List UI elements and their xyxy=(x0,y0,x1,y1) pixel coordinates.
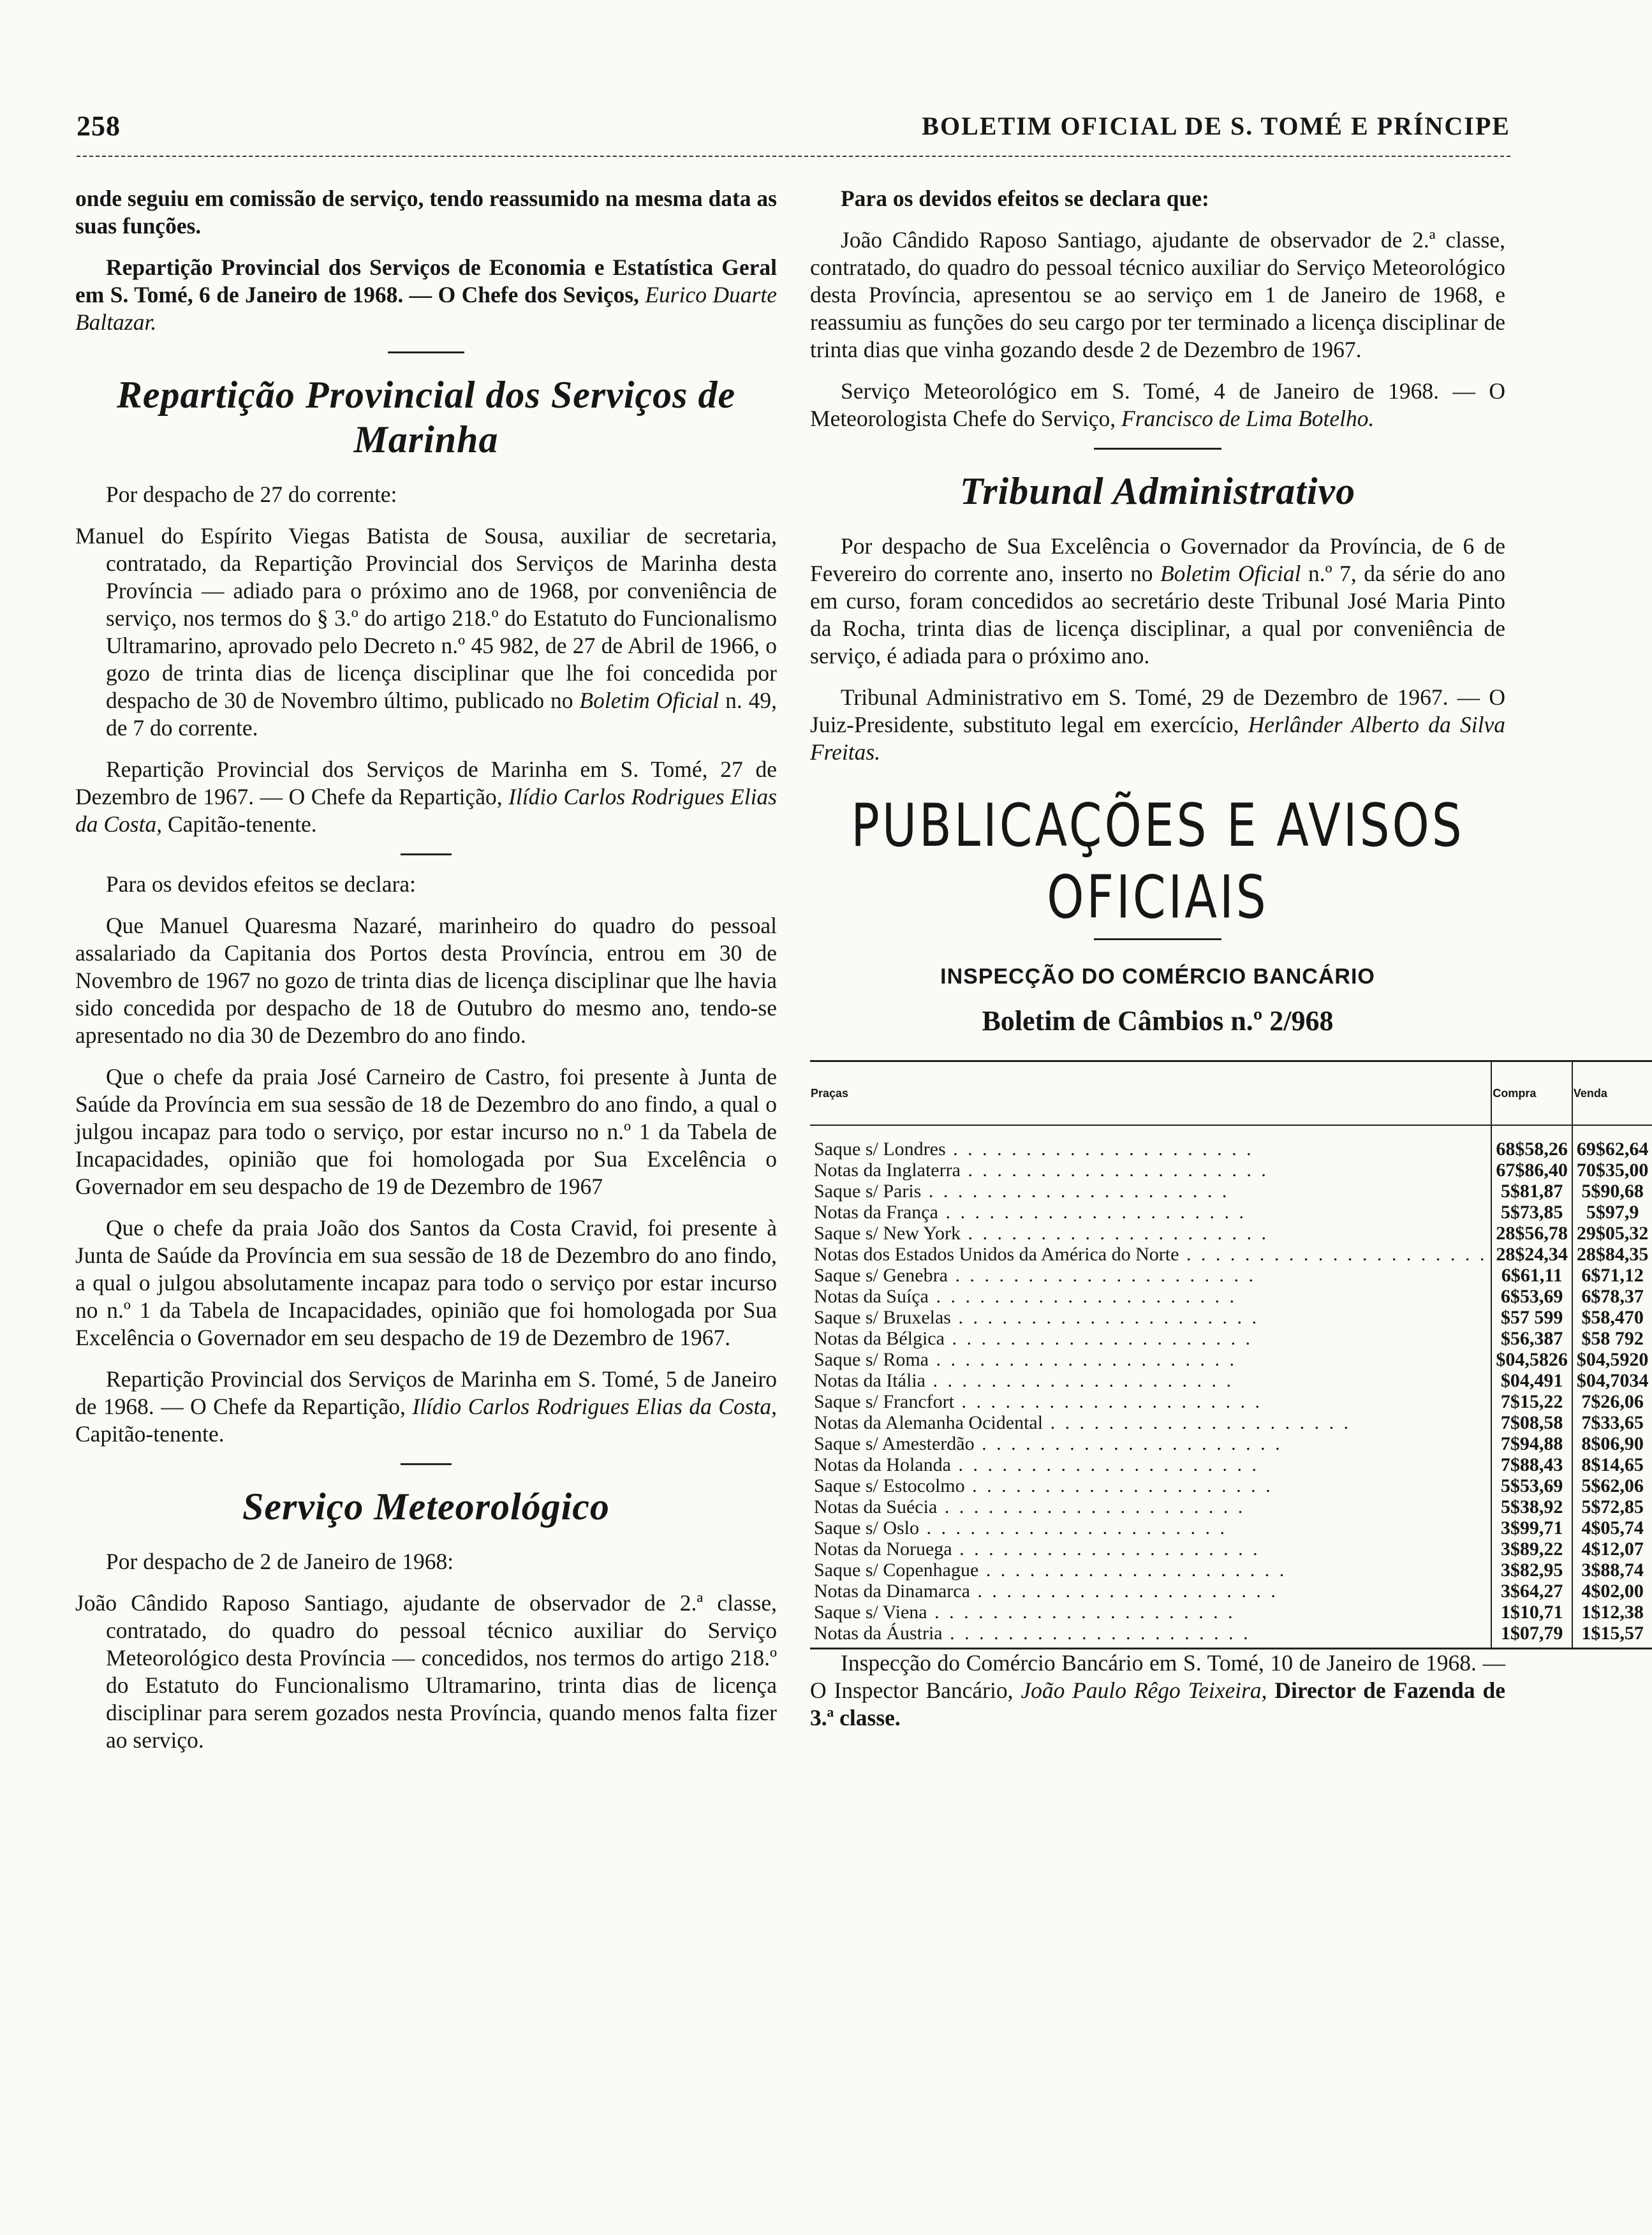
left-column xyxy=(75,185,777,1768)
table-row xyxy=(810,1265,1652,1286)
cell-praca: Notas da Bélgica . . . xyxy=(810,1328,1491,1349)
cell-praca: Notas da Inglaterra . . . xyxy=(810,1160,1491,1181)
paragraph: Por despacho de Sua Excelência o Governador da Província, de 6 de Fevereiro do corrente ano, inserto no Boletim Oficial n.º 7, da série do ano em curso, foram concedidos ao secretário deste Tribunal José Maria Pinto da Rocha, trinta dias de licença disciplinar, a qual por conveniência de serviço, é adiada para o próximo ano. xyxy=(810,533,1506,668)
cell-venda: $04,5920 xyxy=(1576,1349,1649,1370)
cell-venda: 3$88,74 xyxy=(1581,1560,1644,1581)
table-row xyxy=(810,1623,1652,1649)
cell-praca: Notas da Noruega . . . xyxy=(810,1538,1491,1560)
cell-venda: 5$62,06 xyxy=(1581,1475,1644,1496)
table-row xyxy=(810,1286,1652,1307)
table-row xyxy=(810,1412,1652,1433)
cell-compra: 5$53,69 xyxy=(1491,1475,1572,1496)
column-header: Venda xyxy=(1572,1061,1652,1126)
table-row xyxy=(810,1160,1652,1181)
cell-compra: $57 599 xyxy=(1491,1307,1572,1328)
cell-compra: $04,491 xyxy=(1491,1370,1572,1391)
table-row xyxy=(810,1125,1652,1160)
cell-praca: Saque s/ Francfort . . . xyxy=(810,1391,1491,1412)
cell-venda: $04,7034 xyxy=(1576,1370,1649,1391)
table-row xyxy=(810,1602,1652,1623)
cell-praca: Saque s/ Oslo . . . xyxy=(810,1517,1491,1538)
table-row xyxy=(810,1244,1652,1265)
table-row xyxy=(810,1370,1652,1391)
cell-venda: 1$15,57 xyxy=(1572,1623,1652,1649)
separator xyxy=(401,1463,452,1465)
cell-compra: 6$61,11 xyxy=(1491,1265,1572,1286)
cell-praca: Notas da França . . . xyxy=(810,1202,1491,1223)
cell-compra: 28$24,34 xyxy=(1491,1244,1572,1265)
cell-compra: 1$07,79 xyxy=(1491,1623,1572,1649)
table-row xyxy=(810,1454,1652,1475)
cell-venda: 4$12,07 xyxy=(1581,1538,1644,1560)
table-row xyxy=(810,1349,1652,1370)
cell-compra: $04,5826 xyxy=(1491,1349,1572,1370)
cell-compra: $56,387 xyxy=(1491,1328,1572,1349)
paragraph: Tribunal Administrativo em S. Tomé, 29 de Dezembro de 1967. — O Juiz-Presidente, substituto legal em exercício, Herlânder Alberto da Silva Freitas. xyxy=(810,684,1505,765)
cell-praca: Saque s/ Roma . . . xyxy=(810,1349,1491,1370)
table-row xyxy=(810,1202,1652,1223)
paragraph: Repartição Provincial dos Serviços de Marinha em S. Tomé, 5 de Janeiro de 1968. — O Chefe da Repartição, Ilídio Carlos Rodrigues Elias da Costa, Capitão-tenente. xyxy=(75,1366,777,1447)
paragraph: Que o chefe da praia João dos Santos da Costa Cravid, foi presente à Junta de Saúde da Província em sua sessão de 18 de Dezembro do ano findo, a qual o julgou absolutamente incapaz para todo o serviço por estar incurso no n.º 1 da Tabela de Incapacidades, opinião que foi homologada por Sua Excelência o Governador em seu despacho de 19 de Dezembro de 1967. xyxy=(75,1215,777,1350)
cell-compra: 68$58,26 xyxy=(1491,1125,1572,1160)
table-row xyxy=(810,1181,1652,1202)
paragraph: Inspecção do Comércio Bancário em S. Tomé, 10 de Janeiro de 1968. — O Inspector Bancário, João Paulo Rêgo Teixeira, Director de Fazenda de 3.ª classe. xyxy=(810,1650,1505,1730)
cell-venda: 4$05,74 xyxy=(1581,1517,1644,1538)
cell-praca: Notas da Holanda . . . xyxy=(810,1454,1491,1475)
section-title: Serviço Meteorológico xyxy=(242,1486,610,1528)
cell-venda: 7$33,65 xyxy=(1581,1412,1644,1433)
dispatch-intro: Por despacho de 27 do corrente: xyxy=(106,482,397,507)
dispatch-intro: Por despacho de 2 de Janeiro de 1968: xyxy=(106,1549,454,1574)
paragraph: Repartição Provincial dos Serviços de Economia e Estatística Geral em S. Tomé, 6 de Janeiro de 1968. — O Chefe dos Seviços, Eurico Duarte Baltazar. xyxy=(75,254,777,335)
cell-praca: Notas da Áustria . . . xyxy=(810,1623,1491,1649)
cell-praca: Notas da Suíça . . . xyxy=(810,1286,1491,1307)
table-row xyxy=(810,1328,1652,1349)
cell-compra: 7$08,58 xyxy=(1491,1412,1572,1433)
cell-compra: 5$73,85 xyxy=(1491,1202,1572,1223)
section-title: Repartição Provincial dos Serviços de Marinha xyxy=(116,374,736,461)
cell-venda: 7$26,06 xyxy=(1581,1391,1644,1412)
cell-compra: 5$81,87 xyxy=(1491,1181,1572,1202)
cell-praca: Saque s/ Estocolmo . . . xyxy=(810,1475,1491,1496)
paragraph: Para os devidos efeitos se declara: xyxy=(106,871,416,897)
paragraph: Para os devidos efeitos se declara que: xyxy=(841,186,1209,211)
separator xyxy=(388,351,464,353)
cell-praca: Notas da Alemanha Ocidental . . . xyxy=(810,1412,1491,1433)
header-rule xyxy=(77,156,1510,157)
paragraph: Repartição Provincial dos Serviços de Marinha em S. Tomé, 27 de Dezembro de 1967. — O Chefe da Repartição, Ilídio Carlos Rodrigues Elias da Costa, Capitão-tenente. xyxy=(75,756,777,837)
cell-praca: Saque s/ Paris . . . xyxy=(810,1181,1491,1202)
bulletin-title: Boletim de Câmbios n.º 2/968 xyxy=(982,1005,1334,1036)
signature: Ilídio Carlos Rodrigues Elias da Costa, xyxy=(75,784,777,837)
cell-venda: 4$02,00 xyxy=(1581,1581,1644,1602)
publication-title: BOLETIM OFICIAL DE S. TOMÉ E PRÍNCIPE xyxy=(922,112,1510,140)
separator xyxy=(1094,938,1221,940)
section-title: Tribunal Administrativo xyxy=(959,470,1356,512)
paragraph: João Cândido Raposo Santiago, ajudante de observador de 2.ª classe, contratado, do quadro do pessoal técnico auxiliar do Serviço Meteorológico desta Província — concedidos, nos termos do artigo 218.º do Estatuto do Funcionalismo Ultramarino, trinta dias de licença disciplinar para serem gozados nesta Província, quando menos falta fizer ao serviço. xyxy=(75,1590,777,1753)
cell-praca: Saque s/ Viena . . . xyxy=(810,1602,1491,1623)
cell-compra: 7$88,43 xyxy=(1491,1454,1572,1475)
separator xyxy=(1094,448,1221,450)
table-row xyxy=(810,1433,1652,1454)
cell-praca: Notas dos Estados Unidos da América do Norte . . . xyxy=(810,1244,1491,1265)
cell-praca: Notas da Itália . . . xyxy=(810,1370,1491,1391)
table-row xyxy=(810,1517,1652,1538)
cell-venda: 70$35,00 xyxy=(1576,1160,1649,1181)
page-header xyxy=(77,94,1510,142)
cell-praca: Saque s/ Amesterdão . . . xyxy=(810,1433,1491,1454)
cell-compra: 67$86,40 xyxy=(1491,1160,1572,1181)
cell-venda: 5$90,68 xyxy=(1581,1181,1644,1202)
cell-venda: 5$72,85 xyxy=(1581,1496,1644,1517)
signature: Herlânder Alberto da Silva Freitas. xyxy=(810,712,1505,765)
cell-praca: Saque s/ New York . . . xyxy=(810,1223,1491,1244)
paragraph: Serviço Meteorológico em S. Tomé, 4 de Janeiro de 1968. — O Meteorologista Chefe do Serviço, Francisco de Lima Botelho. xyxy=(810,378,1505,431)
cell-venda: 8$06,90 xyxy=(1581,1433,1644,1454)
cell-venda: $58,470 xyxy=(1581,1307,1644,1328)
right-column xyxy=(810,185,1649,1746)
paragraph: Que o chefe da praia José Carneiro de Castro, foi presente à Junta de Saúde da Província em sua sessão de 18 de Dezembro do ano findo, a qual o julgou incapaz para todo o serviço, por estar incurso no n.º 1 da Tabela de Incapacidades, opinião que foi homologada por Sua Excelência o Governador em seu despacho de 19 de Dezembro de 1967 xyxy=(75,1064,777,1199)
cell-compra: 1$10,71 xyxy=(1491,1602,1572,1623)
cell-venda: $58 792 xyxy=(1581,1328,1644,1349)
inspection-heading: INSPECÇÃO DO COMÉRCIO BANCÁRIO xyxy=(940,964,1375,989)
paragraph: João Cândido Raposo Santiago, ajudante de observador de 2.ª classe, contratado, do quadro do pessoal técnico auxiliar do Serviço Meteorológico desta Província, apresentou se ao serviço em 1 de Janeiro de 1968, e reassumiu as funções do seu cargo por ter terminado a licença disciplinar de trinta dias que vinha gozando desde 2 de Dezembro de 1967. xyxy=(810,227,1505,362)
table-row xyxy=(810,1307,1652,1328)
cell-venda: 29$05,32 xyxy=(1576,1223,1649,1244)
cell-venda: 6$71,12 xyxy=(1581,1265,1644,1286)
table-row xyxy=(810,1391,1652,1412)
signature: Francisco de Lima Botelho. xyxy=(1121,406,1375,431)
cell-compra: 3$64,27 xyxy=(1491,1581,1572,1602)
cell-venda: 28$84,35 xyxy=(1576,1244,1649,1265)
cell-venda: 6$78,37 xyxy=(1581,1286,1644,1307)
table-row xyxy=(810,1560,1652,1581)
table-body xyxy=(810,1125,1652,1649)
cell-praca: Saque s/ Copenhague . . . xyxy=(810,1560,1491,1581)
cell-compra: 3$99,71 xyxy=(1491,1517,1572,1538)
paragraph: onde seguiu em comissão de serviço, tendo reassumido na mesma data as suas funções. xyxy=(75,186,777,239)
cell-praca: Notas da Dinamarca . . . xyxy=(810,1581,1491,1602)
cell-venda: 8$14,65 xyxy=(1581,1454,1644,1475)
table-row xyxy=(810,1496,1652,1517)
cell-praca: Saque s/ Londres . . . xyxy=(810,1125,1491,1160)
cell-compra: 28$56,78 xyxy=(1491,1223,1572,1244)
cell-praca: Notas da Suécia . . . xyxy=(810,1496,1491,1517)
cell-compra: 5$38,92 xyxy=(1491,1496,1572,1517)
signature: Ilídio Carlos Rodrigues Elias da Costa, xyxy=(412,1394,777,1419)
cell-compra: 7$94,88 xyxy=(1491,1433,1572,1454)
publications-heading: PUBLICAÇÕES E AVISOS OFICIAIS xyxy=(851,792,1464,932)
cell-compra: 3$89,22 xyxy=(1491,1538,1572,1560)
signature: Eurico Duarte Baltazar. xyxy=(75,282,777,335)
column-header: Compra xyxy=(1491,1061,1572,1126)
column-header: Praças xyxy=(810,1061,1491,1126)
cell-compra: 6$53,69 xyxy=(1491,1286,1572,1307)
cell-venda: 69$62,64 xyxy=(1576,1139,1649,1160)
table-header-row xyxy=(810,1061,1652,1126)
paragraph: Manuel do Espírito Viegas Batista de Sousa, auxiliar de secretaria, contratado, da Repartição Provincial dos Serviços de Marinha desta Província — adiado para o próximo ano de 1968, por conveniência de serviço, nos termos do § 3.º do artigo 218.º do Estatuto do Funcionalismo Ultramarino, aprovado pelo Decreto n.º 45 982, de 27 de Abril de 1966, o gozo de trinta dias de licença disciplinar que lhe foi concedida por despacho de 30 de Novembro último, publicado no Boletim Oficial n. 49, de 7 do corrente. xyxy=(75,523,778,741)
table-row xyxy=(810,1538,1652,1560)
cell-praca: Saque s/ Genebra . . . xyxy=(810,1265,1491,1286)
exchange-rates-table xyxy=(810,1060,1652,1649)
cell-compra: 7$15,22 xyxy=(1491,1391,1572,1412)
signature: João Paulo Rêgo Teixeira, xyxy=(1021,1678,1267,1703)
page-number: 258 xyxy=(77,110,121,142)
separator xyxy=(401,853,452,855)
table-row xyxy=(810,1475,1652,1496)
paragraph: Que Manuel Quaresma Nazaré, marinheiro do quadro do pessoal assalariado da Capitania dos Portos desta Província, entrou em 30 de Novembro de 1967 no gozo de trinta dias de licença disciplinar que lhe havia sido concedida por despacho de 18 de Outubro do mesmo ano, tendo-se apresentado no dia 30 de Dezembro do ano findo. xyxy=(75,913,777,1048)
table-row xyxy=(810,1581,1652,1602)
cell-venda: 1$12,38 xyxy=(1581,1602,1644,1623)
cell-compra: 3$82,95 xyxy=(1491,1560,1572,1581)
table-row xyxy=(810,1223,1652,1244)
cell-venda: 5$97,9 xyxy=(1586,1202,1639,1223)
cell-praca: Saque s/ Bruxelas . . . xyxy=(810,1307,1491,1328)
